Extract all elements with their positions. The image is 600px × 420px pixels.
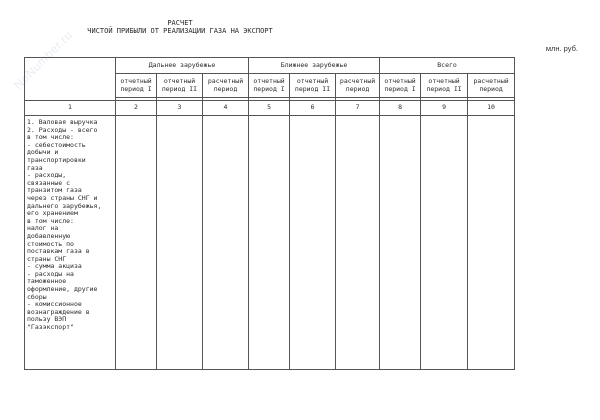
column-number: 5 [249, 101, 290, 116]
row-label-line: сборы [27, 292, 47, 301]
row-label-line: "Газэкспорт" [27, 323, 74, 332]
row-label-line: 2. Расходы - всего [27, 125, 98, 134]
value-cell [380, 116, 421, 370]
row-label-line: связанные с [27, 178, 71, 187]
column-number: 3 [157, 101, 203, 116]
document-subtitle: ЧИСТОЙ ПРИБЫЛИ ОТ РЕАЛИЗАЦИИ ГАЗА НА ЭКСПОРТ [87, 27, 273, 35]
row-label-line: дальнего зарубежья, [27, 201, 102, 210]
subheader-cell: расчетный период [468, 74, 515, 98]
row-label-line: 1. Валовая выручка [27, 118, 98, 126]
table-body-row [25, 116, 515, 370]
group-header-total: Всего [380, 58, 515, 74]
row-label-line: - расходы, [27, 171, 67, 180]
row-label-line: таможенное [27, 277, 67, 286]
row-label-line: транспортировки [27, 155, 86, 164]
subheader-cell: расчетный период [336, 74, 380, 98]
group-header-far-abroad: Дальнее зарубежье [116, 58, 249, 74]
row-label-line: его хранением [27, 209, 78, 218]
row-label-line: пользу ВЭП [27, 315, 67, 324]
row-label-line: добычи и [27, 148, 59, 157]
column-number: 2 [116, 101, 157, 116]
group-header-near-abroad: Ближнее зарубежье [249, 58, 380, 74]
column-number: 6 [290, 101, 336, 116]
row-label-line: через страны СНГ и [27, 193, 98, 202]
value-cell [290, 116, 336, 370]
column-number-row [25, 101, 515, 116]
column-number: 8 [380, 101, 421, 116]
value-cell [421, 116, 468, 370]
subheader-cell: отчетный период I [380, 74, 421, 98]
subheader-cell: отчетный период I [116, 74, 157, 98]
row-label-line: оформление, другие [27, 285, 98, 294]
row-labels-cell [25, 116, 116, 370]
row-label-line: - себестоимость [27, 140, 86, 149]
value-cell [157, 116, 203, 370]
row-label-line: вознаграждение в [27, 307, 90, 316]
value-cell [249, 116, 290, 370]
value-cell [203, 116, 249, 370]
value-cell [468, 116, 515, 370]
subheader-cell: отчетный период I [249, 74, 290, 98]
column-number: 1 [25, 101, 116, 116]
units-label: млн. руб. [545, 44, 578, 53]
row-label-line: стоимость по [27, 239, 74, 248]
row-label-line: налог на [27, 224, 59, 233]
row-label-line: страны СНГ [27, 254, 67, 263]
column-number: 10 [468, 101, 515, 116]
row-label-line: - расходы на [27, 269, 74, 278]
header-empty-cell [25, 58, 116, 101]
subheader-cell: отчетный период II [157, 74, 203, 98]
watermark: NoNumber.ru [11, 27, 76, 92]
document-title: РАСЧЕТ [167, 19, 193, 27]
subheader-cell: отчетный период II [290, 74, 336, 98]
value-cell [116, 116, 157, 370]
row-label-line: поставкам газа в [27, 247, 90, 256]
header-row-groups [25, 58, 515, 74]
column-number: 7 [336, 101, 380, 116]
row-label-line: газа [27, 163, 43, 172]
profit-table [24, 57, 515, 370]
row-label-line: в том числе: [27, 133, 74, 142]
column-number: 9 [421, 101, 468, 116]
subheader-cell: расчетный период [203, 74, 249, 98]
row-label-line: транзитом газа [27, 186, 82, 195]
column-number: 4 [203, 101, 249, 116]
value-cell [336, 116, 380, 370]
subheader-cell: отчетный период II [421, 74, 468, 98]
row-label-line: - комиссионное [27, 300, 82, 309]
row-label-line: - сумма акциза [27, 262, 82, 271]
row-label-line: в том числе: [27, 216, 74, 225]
row-label-line: добавленную [27, 231, 71, 240]
